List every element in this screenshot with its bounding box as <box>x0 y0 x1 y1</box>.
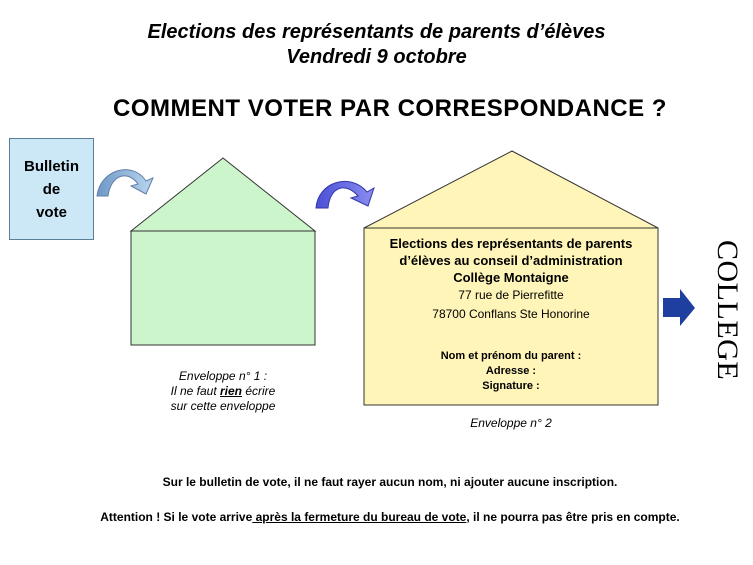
address-line: 78700 Conflans Ste Honorine <box>432 307 590 321</box>
envelope-1-caption-line2 <box>131 384 315 399</box>
field-signature-label: Signature : <box>482 380 540 392</box>
envelope-1-caption-line1: Enveloppe n° 1 : <box>178 369 268 383</box>
footer-warning-text: Attention ! Si le vote arrive <box>100 510 253 524</box>
footer-warning-text: , il ne pourra pas être pris en compte. <box>466 510 680 524</box>
footer-warning <box>0 510 753 525</box>
envelope-2-address <box>366 235 656 324</box>
envelope-1-caption <box>131 369 315 414</box>
caption-text: Il ne faut <box>170 384 220 398</box>
address-line: 77 rue de Pierrefitte <box>458 288 564 302</box>
curved-arrow-icon <box>97 170 153 196</box>
curved-arrow-icon <box>316 181 374 208</box>
footer-warning-emphasis: après la fermeture du bureau de vote <box>252 510 467 524</box>
address-line: Elections des représentants de parents <box>389 236 633 251</box>
field-address-label: Adresse : <box>485 365 537 377</box>
envelope-1-caption-line3: sur cette enveloppe <box>170 399 276 413</box>
address-line: d’élèves au conseil d’administration <box>399 253 623 268</box>
right-arrow-icon <box>663 289 695 326</box>
header-title: Elections des représentants de parents d’élèves <box>147 21 606 43</box>
field-name-label: Nom et prénom du parent : <box>440 350 582 362</box>
ballot-label-line2: de <box>42 180 61 198</box>
address-line: Collège Montaigne <box>453 270 569 285</box>
footer-instruction: Sur le bulletin de vote, il ne faut rayer aucun nom, ni ajouter aucune inscription. <box>162 475 618 489</box>
envelope-2-caption: Enveloppe n° 2 <box>470 416 552 430</box>
ballot-label-line1: Bulletin <box>24 157 79 175</box>
college-label: COLLEGE <box>711 240 744 381</box>
envelope-2-sender-fields <box>366 349 656 394</box>
envelope-1 <box>131 158 315 345</box>
caption-text: écrire <box>242 384 276 398</box>
page-title: COMMENT VOTER PAR CORRESPONDANCE ? <box>113 95 667 122</box>
caption-emphasis: rien <box>220 384 243 398</box>
ballot-label-line3: vote <box>36 203 67 221</box>
header-date: Vendredi 9 octobre <box>286 46 467 68</box>
